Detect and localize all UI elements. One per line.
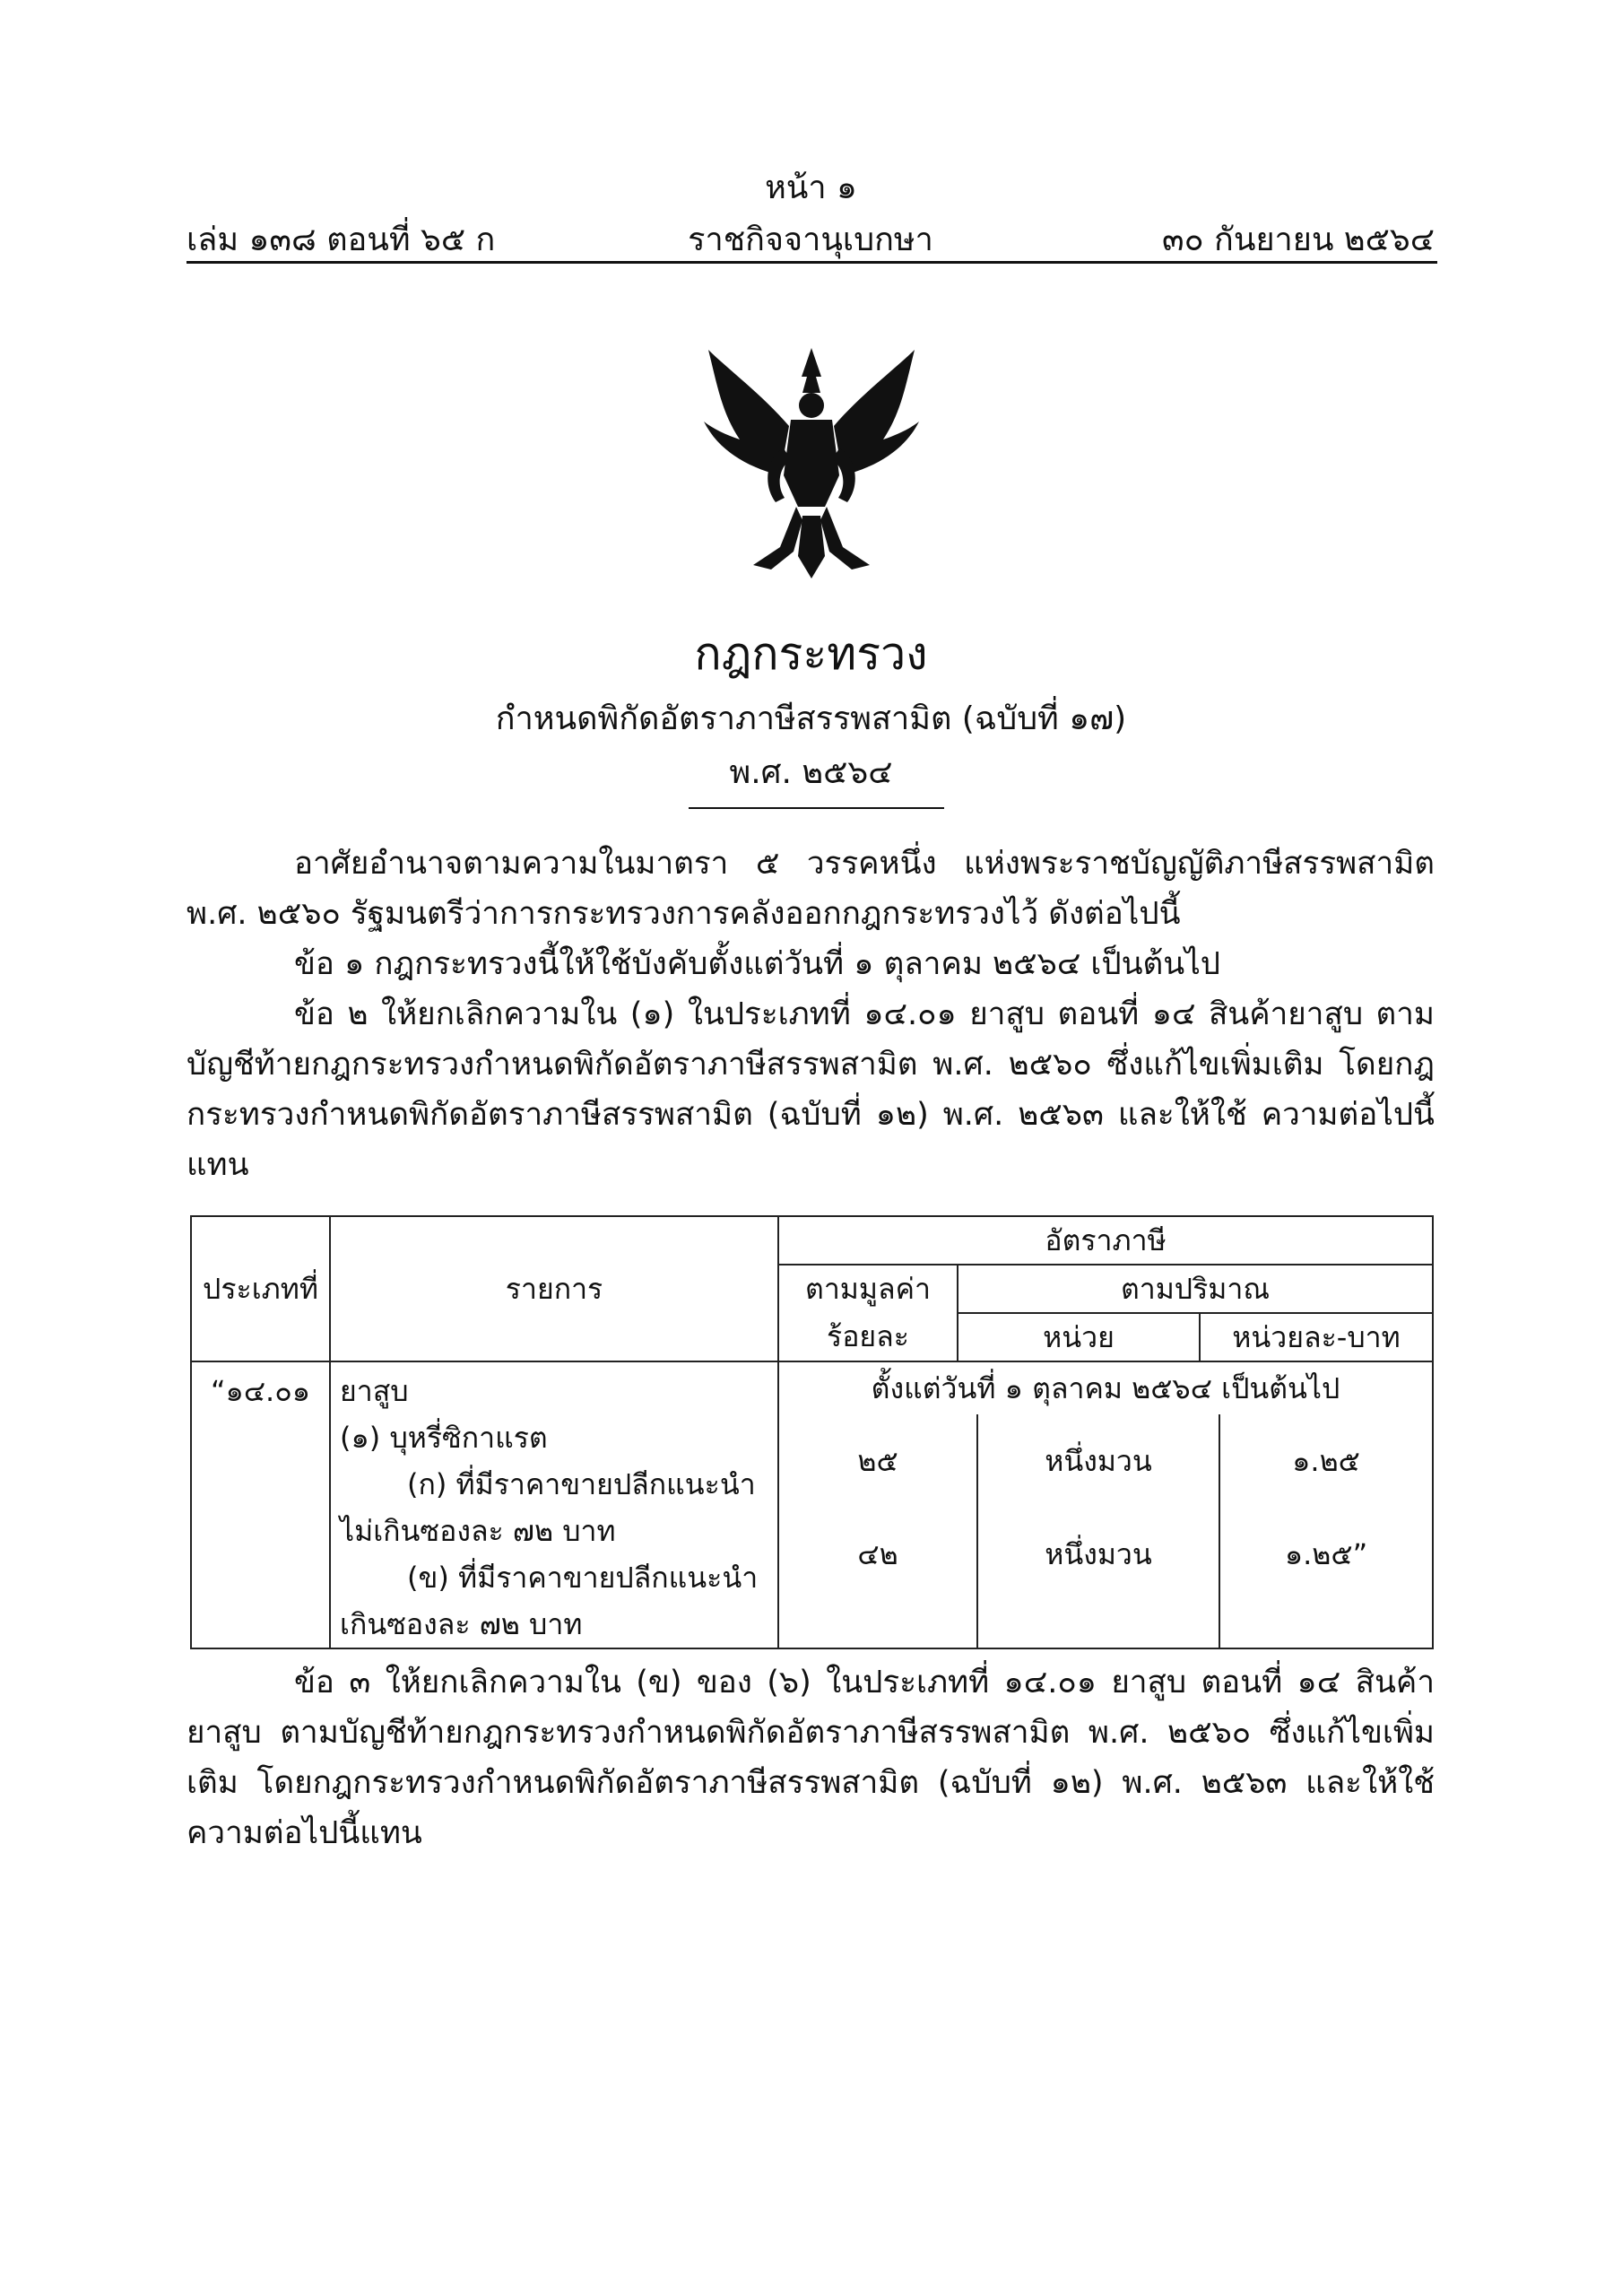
rate-row: [779, 1508, 1432, 1601]
rate-unit: หนึ่งมวน: [976, 1508, 1220, 1601]
rate-row-spacer: [779, 1601, 1432, 1648]
page-number: หน้า ๑: [765, 170, 857, 206]
effective-date: ตั้งแต่วันที่ ๑ ตุลาคม ๒๕๖๔ เป็นต้นไป: [871, 1371, 1340, 1405]
body-text-top: [186, 839, 1435, 1190]
clause-3: ข้อ ๓ ให้ยกเลิกความใน (ข) ของ (๖) ในประเภทที่ ๑๔.๐๑ ยาสูบ ตอนที่ ๑๔ สินค้ายาสูบ ตามบัญชีท้ายกฎกระทรวงกำหนดพิกัดอัตราภาษีสรรพสามิต พ.ศ. ๒๕๖๐ ซึ่งแก้ไขเพิ่มเติม โดยกฎกระทรวงกำหนดพิกัดอัตราภาษีสรรพสามิต (ฉบับที่ ๑๒) พ.ศ. ๒๕๖๓ และให้ใช้ ความต่อไปนี้แทน: [186, 1665, 1435, 1851]
header-unit: หน่วย: [958, 1313, 1200, 1361]
rate-percent: ๔๒: [857, 1537, 898, 1571]
volume-info: เล่ม ๑๓๘ ตอนที่ ๖๕ ก: [186, 222, 496, 258]
rate-baht: ๑.๒๕”: [1284, 1537, 1368, 1571]
document-year: พ.ศ. ๒๕๖๔: [729, 754, 893, 791]
document-title: กฎกระทรวง: [694, 628, 928, 680]
type-code: “๑๔.๐๑: [191, 1361, 330, 1648]
preamble-paragraph: อาศัยอำนาจตามความในมาตรา ๕ วรรคหนึ่ง แห่งพระราชบัญญัติภาษีสรรพสามิต พ.ศ. ๒๕๖๐ รัฐมนตรีว่าการกระทรวงการคลังออกกฎกระทรวงไว้ ดังต่อไปนี้: [186, 846, 1435, 932]
header-item: รายการ: [330, 1216, 778, 1361]
rate-percent: ๒๕: [857, 1444, 898, 1478]
header-by-quantity: ตามปริมาณ: [958, 1265, 1433, 1313]
item-line: ยาสูบ: [340, 1374, 409, 1408]
item-line: (ก) ที่มีราคาขายปลีกแนะนำ: [407, 1467, 756, 1501]
clause-2: ข้อ ๒ ให้ยกเลิกความใน (๑) ในประเภทที่ ๑๔.๐๑ ยาสูบ ตอนที่ ๑๔ สินค้ายาสูบ ตามบัญชีท้ายกฎกระทรวงกำหนดพิกัดอัตราภาษีสรรพสามิต พ.ศ. ๒๕๖๐ ซึ่งแก้ไขเพิ่มเติม โดยกฎกระทรวงกำหนดพิกัดอัตราภาษีสรรพสามิต (ฉบับที่ ๑๒) พ.ศ. ๒๕๖๓ และให้ใช้ ความต่อไปนี้แทน: [186, 996, 1435, 1183]
header-per-unit-baht: หน่วยละ-บาท: [1200, 1313, 1433, 1361]
clause-1: ข้อ ๑ กฎกระทรวงนี้ให้ใช้บังคับตั้งแต่วันที่ ๑ ตุลาคม ๒๕๖๔ เป็นต้นไป: [294, 946, 1221, 982]
header-rate: อัตราภาษี: [778, 1216, 1433, 1265]
publication-name: ราชกิจจานุเบกษา: [688, 222, 933, 258]
tax-rate-table: [190, 1215, 1434, 1649]
rate-row: [779, 1414, 1432, 1508]
header-type: ประเภทที่: [191, 1216, 330, 1361]
body-text-bottom: [186, 1657, 1435, 1858]
item-cell: [330, 1361, 778, 1648]
gazette-header: [186, 213, 1435, 258]
item-line: เกินซองละ ๗๒ บาท: [340, 1607, 583, 1641]
item-line: ไม่เกินซองละ ๗๒ บาท: [340, 1514, 616, 1548]
publication-date: ๓๐ กันยายน ๒๕๖๔: [1162, 222, 1435, 258]
header-divider: [186, 261, 1437, 264]
header-percent: ร้อยละ: [778, 1313, 958, 1361]
item-line: (๑) บุหรี่ซิกาแรต: [340, 1421, 548, 1455]
title-divider: [689, 807, 944, 809]
garuda-emblem-icon: [690, 341, 932, 583]
rate-baht: ๑.๒๕: [1292, 1444, 1360, 1478]
item-line: (ข) ที่มีราคาขายปลีกแนะนำ: [407, 1561, 759, 1595]
document-subtitle: กำหนดพิกัดอัตราภาษีสรรพสามิต (ฉบับที่ ๑๗): [495, 700, 1127, 737]
rate-unit: หนึ่งมวน: [976, 1414, 1220, 1508]
header-by-value: ตามมูลค่า: [778, 1265, 958, 1313]
rate-values-cell: [778, 1361, 1433, 1648]
